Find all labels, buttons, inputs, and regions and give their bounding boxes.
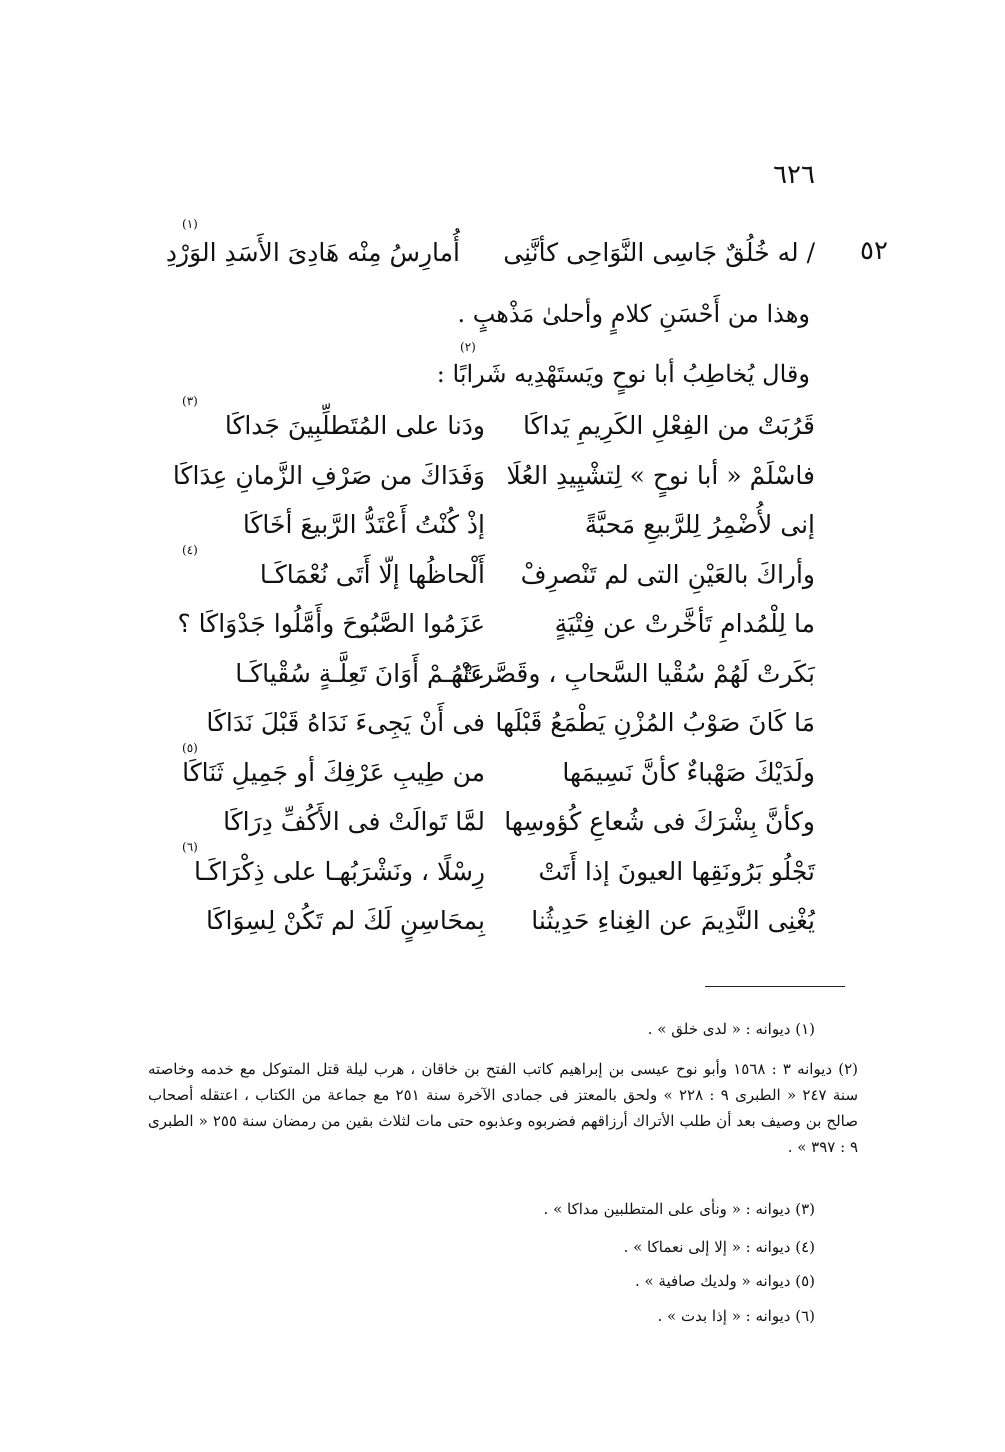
poem-hemistich-left: إذْ كُنْتُ أَعْتَدُّ الرَّبيعَ أخَاكَا xyxy=(242,510,485,539)
footnote-separator xyxy=(705,986,845,987)
poem-footnote-mark: (٥) xyxy=(182,740,198,755)
poem-footnote-mark: (٣) xyxy=(182,394,198,408)
poem-hemistich-right: وكأنَّ بِشْرَكَ فى شُعاعِ كُؤوسِها xyxy=(504,807,815,836)
poem-line xyxy=(0,460,1005,497)
poem-line xyxy=(0,542,1005,596)
footnote-4: (٤) ديوانه : « إلا إلى نعماكا » . xyxy=(623,1238,815,1256)
poem-hemistich-left: من طِيبِ عَرْفِكَ أو جَمِيلِ ثَنَاكَا xyxy=(182,757,485,787)
poem-line xyxy=(0,740,1005,794)
poem-hemistich-right: ولَدَيْكَ صَهْباءٌ كأنَّ نَسِيمَها xyxy=(562,757,815,787)
poem-hemistich-right: يُغْنِى النَّدِيمَ عن الغِناءِ حَدِيثُنا xyxy=(531,906,815,935)
poem-line xyxy=(0,839,1005,893)
opening-verse xyxy=(0,217,1005,274)
page-number: ٦٢٦ xyxy=(773,160,815,190)
poem-line xyxy=(0,710,1005,744)
poem-hemistich-left: لمَّا تَوالَتْ فى الأَكُفِّ دِرَاكَا xyxy=(223,807,485,836)
opening-verse-right: / له خُلُقٌ جَاسِى النَّوَاحِى كأنَّنِى xyxy=(503,238,815,267)
poem-hemistich-left: أَلْحاظُها إلّا أَتَى نُعْمَاكَـا xyxy=(259,559,485,589)
footnote-mark-2: (٢) xyxy=(460,340,476,354)
poem-hemistich-right: وأراكَ بالعَيْنِ التى لم تَنْصرِفْ xyxy=(520,559,815,589)
footnote-1: (١) ديوانه : « لدى خلق » . xyxy=(647,1020,815,1038)
poem-hemistich-left: عَنْهُـمْ أَوَانَ تَعِلَّـةٍ سُقْياكَـا xyxy=(235,658,485,688)
footnote-6: (٦) ديوانه : « إذا بدت » . xyxy=(657,1307,815,1325)
footnote-mark-1: (١) xyxy=(182,217,198,231)
line-number: ٥٢ xyxy=(860,236,888,266)
poem-line xyxy=(0,908,1005,942)
poem-footnote-mark: (٤) xyxy=(182,542,198,557)
poem-hemistich-right: بَكَرتْ لَهُمْ سُقْيا السَّحابِ ، وقَصَّرتْ xyxy=(457,658,815,688)
poem-line xyxy=(0,611,1005,645)
poem-line xyxy=(0,394,1005,447)
poem-hemistich-right: ما لِلْمُدامِ تَأخَّرتْ عن فِتْيَةٍ xyxy=(554,609,815,638)
poem-hemistich-right: إنى لأُضْمِرُ لِلرَّبيعِ مَحبَّةً xyxy=(584,510,815,539)
poem-line xyxy=(0,658,1005,695)
footnote-3: (٣) ديوانه : « ونأى على المتطلبين مداكا » . xyxy=(543,1200,815,1218)
poem-hemistich-left: فى أَنْ يَجِىءَ نَدَاهُ قَبْلَ نَدَاكَا xyxy=(206,708,485,737)
poem-footnote-mark: (٦) xyxy=(182,839,198,854)
poem-hemistich-right: قَرُبَتْ من الفِعْلِ الكَرِيمِ يَداكَا xyxy=(523,411,815,440)
footnote-2: (٢) ديوانه ٣ : ١٥٦٨ وأبو نوح عيسى بن إبراهيم كاتب الفتح بن خاقان ، هرب ليلة قتل المتوكل مع خدمه وخاصته سنة ٢٤٧ « الطبرى ٩ : ٢٢٨ » ولحق بالمعتز فى جمادى الآخرة سنة ٢٥١ مع جماعة من الكتاب ، اعتقله أصحاب صالح بن وصيف بعد أن طلب الأتراك أرزاقهم فضربوه وعذبوه حتى مات لثلاث بقين من رمضان سنة ٢٥٥ « الطبرى ٩ : ٣٩٧ » . xyxy=(148,1060,859,1156)
poem-hemistich-left: رِسْلًا ، ونَشْرَبُهـا على ذِكْرَاكَـا xyxy=(194,856,485,886)
poem-hemistich-left: بِمحَاسِنٍ لَكَ لم تَكُنْ لِسِوَاكَا xyxy=(206,906,485,935)
poem-hemistich-left: عَزَمُوا الصَّبُوحَ وأَمَّلُوا جَدْوَاكَا ؟ xyxy=(177,609,485,638)
poem-hemistich-right: مَا كَانَ صَوْبُ المُزْنِ يَطْمَعُ قَبْلَها xyxy=(495,708,815,737)
poem-hemistich-right: فاسْلَمْ « أبا نوحٍ » لِتشْيِيدِ العُلَا xyxy=(506,460,815,490)
footnote-5: (٥) ديوانه « ولديك صافية » . xyxy=(634,1272,815,1290)
poem-hemistich-left: وَفَدَاكَ من صَرْفِ الزَّمانِ عِدَاكَا xyxy=(172,460,485,490)
poem-hemistich-right: تَجْلُو بَرُونَقِها العيونَ إذا أَتَتْ xyxy=(538,856,815,886)
poem-hemistich-left: ودَنا على المُتَطلِّبِينَ جَداكَا xyxy=(224,411,485,440)
prose-line-1: وهذا من أَحْسَنِ كلامٍ وأحلىٰ مَذْهبٍ . xyxy=(457,300,810,328)
opening-verse-left: أُمارِسُ مِنْه هَادِىَ الأَسَدِ الوَرْدِ xyxy=(165,238,460,267)
prose-line-2: وقال يُخاطِبُ أبا نوحٍ ويَستَهْدِيه شَرابًا : xyxy=(436,360,810,388)
poem-line xyxy=(0,809,1005,843)
poem-line xyxy=(0,512,1005,546)
